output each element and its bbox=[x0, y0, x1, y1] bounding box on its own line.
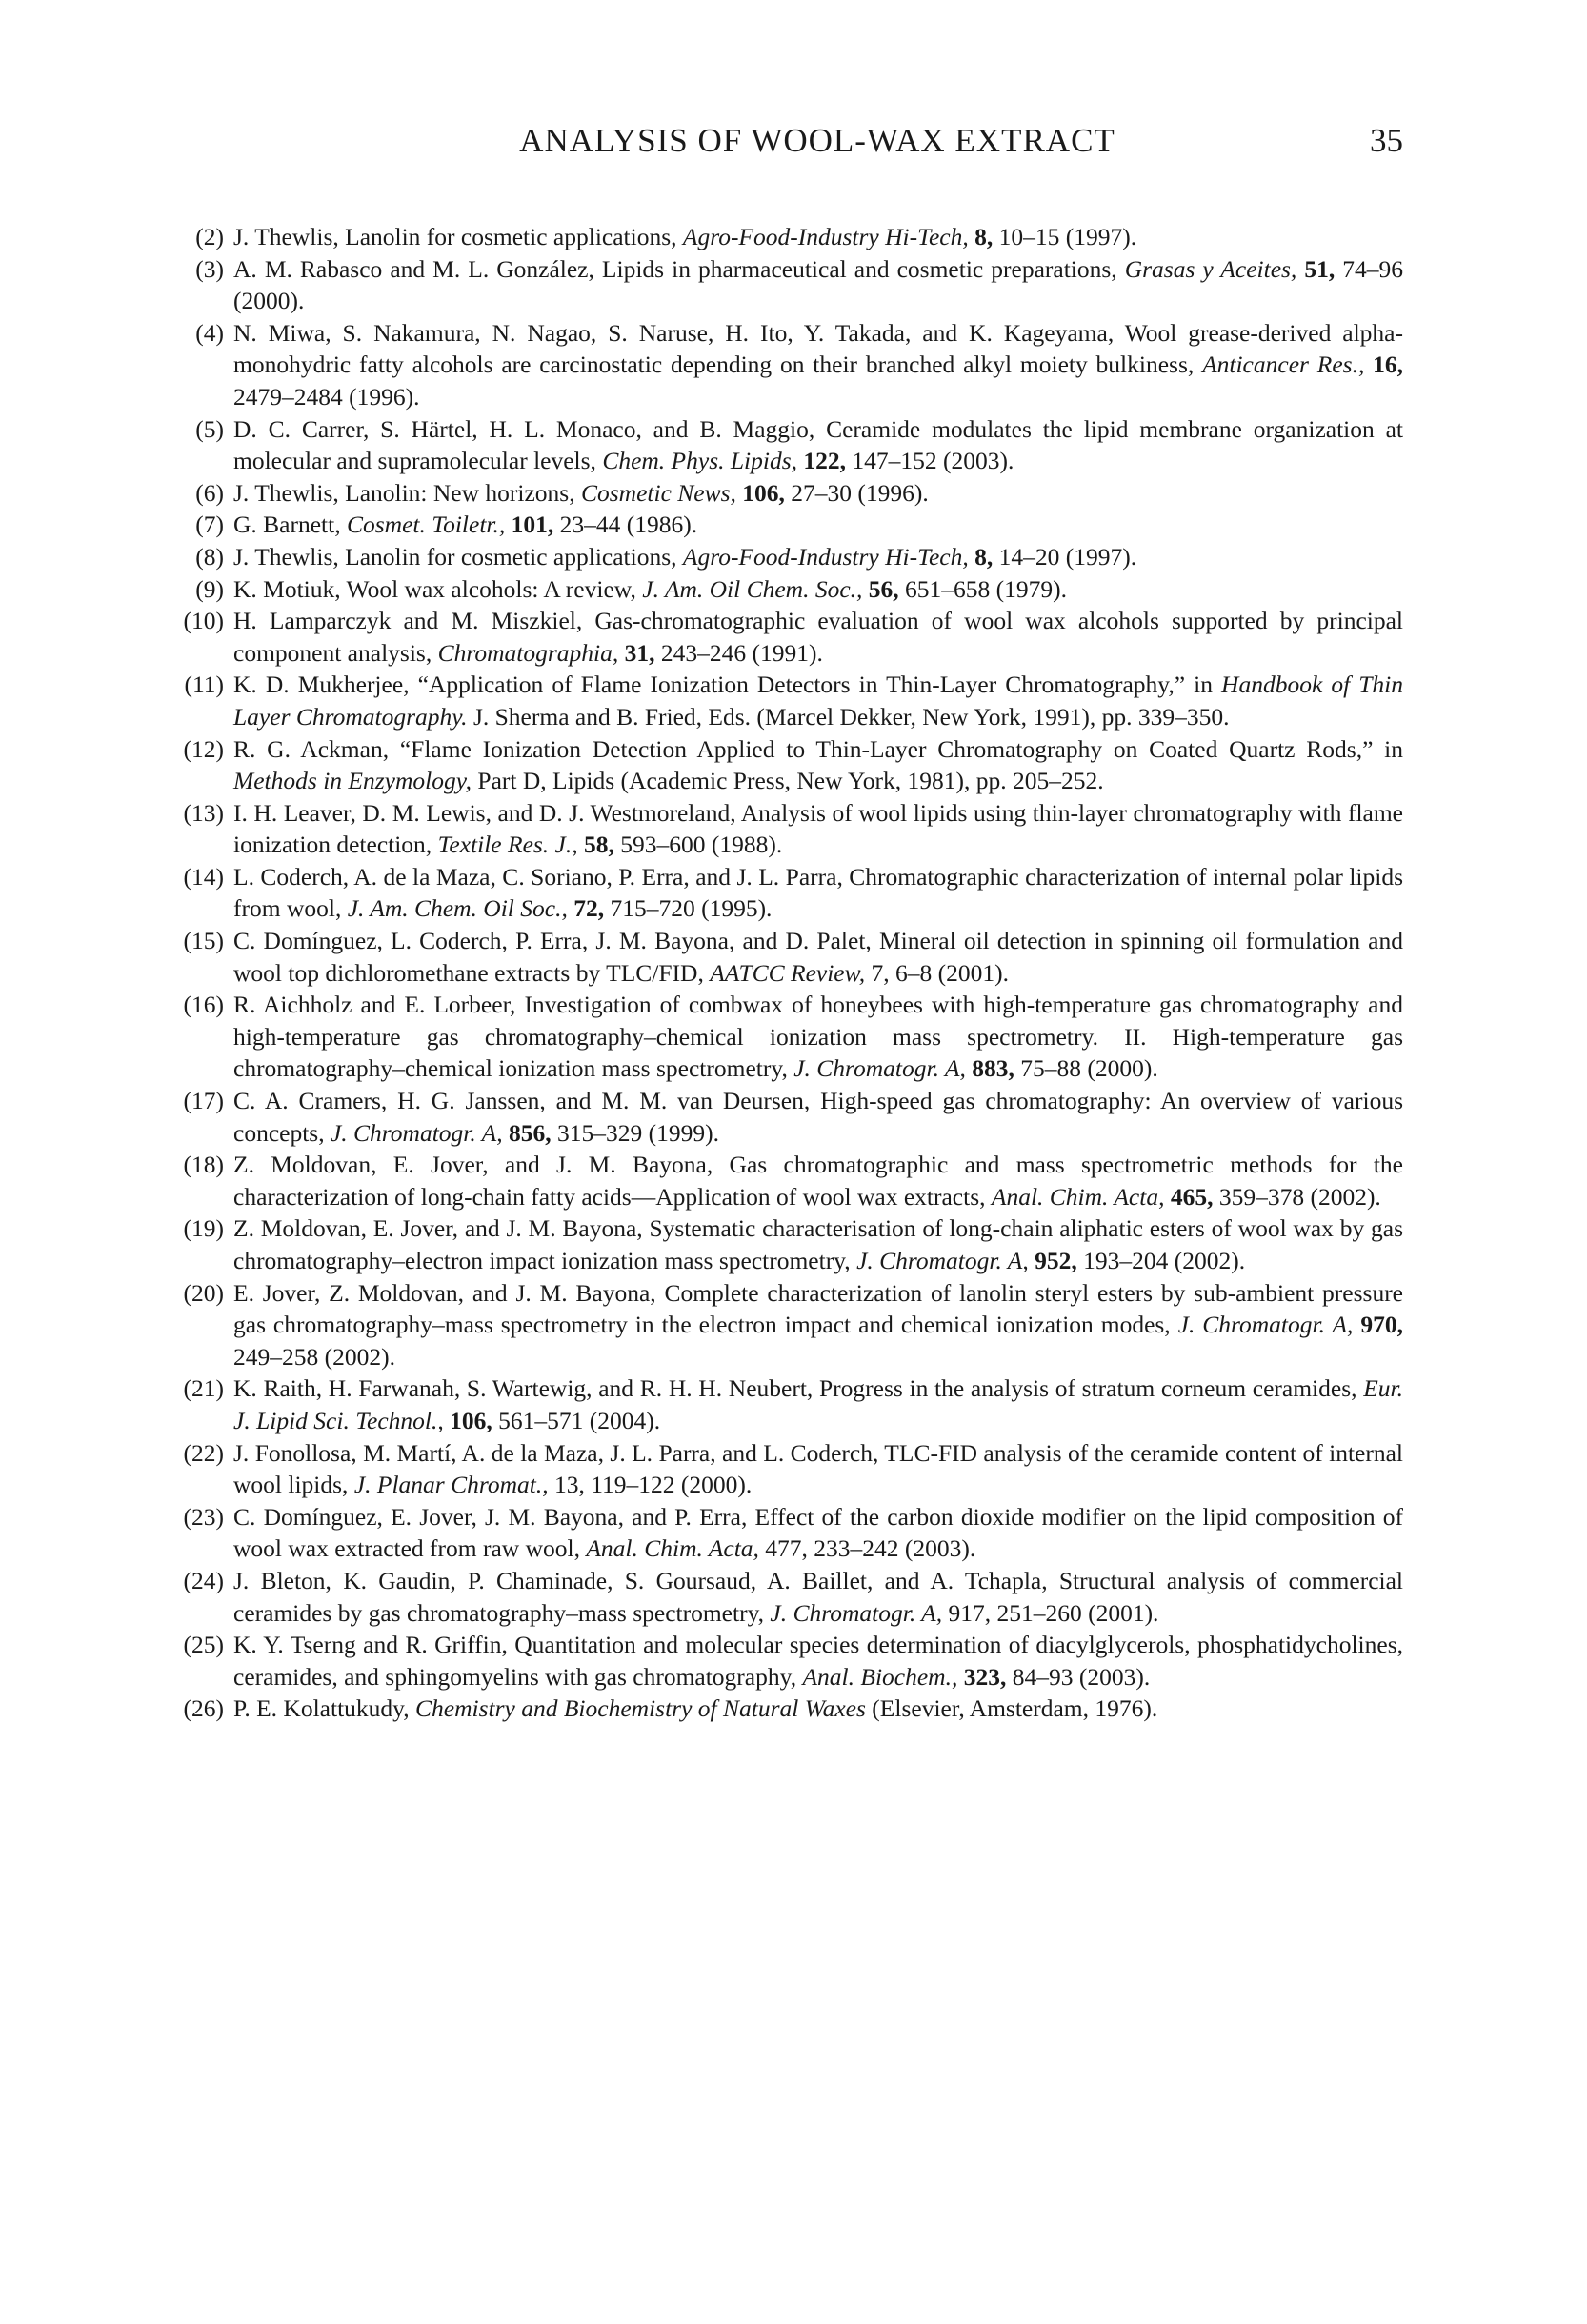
reference-segment bbox=[1364, 351, 1373, 378]
running-head bbox=[231, 122, 1403, 166]
reference-journal: J. Am. Chem. Oil Soc., bbox=[347, 894, 568, 923]
reference-number: (13) bbox=[183, 798, 224, 827]
reference-number: (12) bbox=[183, 734, 224, 763]
reference-journal: Anal. Chim. Acta, bbox=[586, 1534, 759, 1563]
reference-journal: Textile Res. J., bbox=[437, 831, 578, 859]
reference-segment: (Elsevier, Amsterdam, 1976). bbox=[865, 1694, 1158, 1723]
reference-segment: Part D, Lipids (Academic Press, New York, 1981), pp. 205–252. bbox=[472, 767, 1104, 795]
reference-volume: 122, bbox=[803, 447, 847, 475]
reference-item bbox=[171, 861, 1403, 925]
reference-text bbox=[233, 1503, 1403, 1563]
reference-segment: 651–658 (1979). bbox=[898, 574, 1068, 603]
reference-number: (24) bbox=[183, 1566, 224, 1594]
reference-item bbox=[171, 797, 1403, 861]
reference-segment: D. C. Carrer, S. Härtel, H. L. Monaco, and B. Maggio, Ceramide modulates the lipid membrane organization at molecular and supramolecular levels, bbox=[233, 414, 1403, 475]
reference-item bbox=[171, 989, 1403, 1085]
reference-journal: AATCC Review, bbox=[710, 958, 866, 987]
reference-number: (19) bbox=[183, 1214, 224, 1243]
reference-number: (15) bbox=[183, 927, 224, 955]
reference-text bbox=[233, 255, 1403, 315]
reference-item bbox=[171, 573, 1403, 606]
reference-volume: 16, bbox=[1373, 351, 1404, 379]
reference-item bbox=[171, 1501, 1403, 1565]
reference-journal: Cosmet. Toiletr., bbox=[346, 511, 506, 539]
reference-text bbox=[233, 799, 1403, 859]
reference-volume: 465, bbox=[1170, 1182, 1214, 1211]
reference-segment: C. Domínguez, E. Jover, J. M. Bayona, and P. Erra, Effect of the carbon dioxide modifier on the lipid composition of wool wax extracted from raw wool, bbox=[233, 1502, 1403, 1563]
reference-text bbox=[233, 735, 1403, 795]
reference-item bbox=[171, 669, 1403, 732]
reference-text bbox=[233, 1279, 1403, 1371]
reference-number: (11) bbox=[184, 671, 224, 699]
reference-volume: 51, bbox=[1304, 254, 1336, 283]
reference-item bbox=[171, 605, 1403, 669]
reference-text bbox=[233, 1631, 1403, 1691]
reference-text bbox=[233, 1439, 1403, 1499]
reference-number: (8) bbox=[195, 542, 224, 571]
reference-volume: 323, bbox=[963, 1662, 1007, 1691]
reference-journal: Handbook of Thin Layer Chromatography. bbox=[233, 671, 1403, 731]
reference-segment: I. H. Leaver, D. M. Lewis, and D. J. Westmoreland, Analysis of wool lipids using thin-layer chromatography with flame ionization detection, bbox=[233, 798, 1403, 859]
reference-segment: K. Motiuk, Wool wax alcohols: A review, bbox=[233, 574, 643, 603]
reference-volume: 106, bbox=[742, 478, 785, 507]
reference-journal: Anticancer Res., bbox=[1202, 351, 1365, 379]
reference-text bbox=[233, 607, 1403, 667]
reference-journal: J. Chromatogr. A, bbox=[856, 1247, 1029, 1274]
reference-number: (4) bbox=[195, 318, 224, 347]
reference-item bbox=[171, 1277, 1403, 1373]
reference-journal: Agro-Food-Industry Hi-Tech, bbox=[682, 542, 969, 571]
reference-volume: 883, bbox=[972, 1054, 1014, 1083]
reference-segment: 715–720 (1995). bbox=[604, 894, 773, 923]
reference-text bbox=[233, 479, 929, 507]
reference-journal: J. Chromatogr. A, bbox=[330, 1118, 503, 1147]
reference-text bbox=[233, 671, 1403, 731]
reference-segment: C. A. Cramers, H. G. Janssen, and M. M. van Deursen, High-speed gas chromatography: An overview of various concepts, bbox=[233, 1087, 1403, 1147]
reference-item bbox=[171, 733, 1403, 797]
reference-segment: 477, 233–242 (2003). bbox=[758, 1534, 976, 1563]
reference-number: (18) bbox=[183, 1151, 224, 1179]
reference-segment: 917, 251–260 (2001). bbox=[942, 1598, 1159, 1627]
reference-journal: Methods in Enzymology, bbox=[233, 767, 472, 795]
reference-segment: 10–15 (1997). bbox=[993, 223, 1137, 250]
reference-segment: J. Bleton, K. Gaudin, P. Chaminade, S. Goursaud, A. Baillet, and A. Tchapla, Structural analysis of commercial ceramides by gas chromatography–mass spectrometry, bbox=[233, 1566, 1403, 1627]
reference-segment: R. G. Ackman, “Flame Ionization Detection Applied to Thin-Layer Chromatography on Coated Quartz Rods,” in bbox=[233, 734, 1403, 763]
reference-text bbox=[233, 1151, 1403, 1211]
reference-number: (26) bbox=[183, 1694, 224, 1723]
reference-segment: P. E. Kolattukudy, bbox=[233, 1694, 416, 1723]
reference-segment: A. M. Rabasco and M. L. González, Lipids in pharmaceutical and cosmetic preparations, bbox=[233, 254, 1125, 283]
reference-volume: 56, bbox=[868, 574, 899, 603]
reference-item bbox=[171, 477, 1403, 510]
reference-number: (16) bbox=[183, 991, 224, 1019]
reference-segment: J. Sherma and B. Fried, Eds. (Marcel Dekker, New York, 1991), pp. 339–350. bbox=[467, 702, 1230, 731]
reference-segment: J. Fonollosa, M. Martí, A. de la Maza, J. L. Parra, and L. Coderch, TLC-FID analysis of the ceramide content of internal wool lipids, bbox=[233, 1438, 1403, 1499]
reference-journal: J. Am. Oil Chem. Soc., bbox=[642, 574, 863, 603]
reference-list bbox=[171, 221, 1403, 1725]
reference-segment: 7, 6–8 (2001). bbox=[865, 958, 1009, 987]
reference-item bbox=[171, 253, 1403, 317]
reference-item bbox=[171, 1693, 1403, 1725]
reference-segment: 27–30 (1996). bbox=[784, 478, 929, 507]
reference-item bbox=[171, 1437, 1403, 1501]
reference-segment: 13, 119–122 (2000). bbox=[548, 1471, 753, 1499]
reference-item bbox=[171, 1212, 1403, 1276]
reference-segment: 14–20 (1997). bbox=[993, 542, 1137, 571]
reference-segment: J. Thewlis, Lanolin: New horizons, bbox=[233, 478, 581, 507]
reference-text bbox=[233, 1214, 1403, 1274]
reference-journal: Anal. Biochem., bbox=[802, 1662, 958, 1691]
reference-segment: 74–96 (2000). bbox=[233, 254, 1403, 315]
reference-item bbox=[171, 1372, 1403, 1436]
reference-text bbox=[233, 223, 1136, 250]
reference-number: (10) bbox=[183, 607, 224, 635]
reference-number: (2) bbox=[195, 223, 224, 250]
reference-number: (3) bbox=[195, 254, 224, 283]
reference-segment: 593–600 (1988). bbox=[613, 831, 783, 859]
reference-segment: K. D. Mukherjee, “Application of Flame Ionization Detectors in Thin-Layer Chromatography,” in bbox=[233, 671, 1222, 699]
reference-number: (21) bbox=[183, 1374, 224, 1403]
reference-number: (17) bbox=[183, 1087, 224, 1115]
reference-segment: 243–246 (1991). bbox=[654, 638, 823, 667]
reference-number: (9) bbox=[195, 574, 224, 603]
reference-text bbox=[233, 1567, 1403, 1627]
reference-item bbox=[171, 413, 1403, 477]
reference-item bbox=[171, 1629, 1403, 1693]
reference-segment: 75–88 (2000). bbox=[1014, 1054, 1158, 1083]
reference-text bbox=[233, 575, 1067, 603]
reference-volume: 58, bbox=[584, 831, 614, 859]
reference-segment: Z. Moldovan, E. Jover, and J. M. Bayona, Gas chromatographic and mass spectrometric methods for the characterization of long-chain fatty acids—Application of wool wax extracts, bbox=[233, 1151, 1403, 1211]
reference-volume: 952, bbox=[1035, 1247, 1077, 1274]
reference-journal: J. Chromatogr. A, bbox=[794, 1054, 966, 1083]
reference-item bbox=[171, 1149, 1403, 1212]
reference-text bbox=[233, 415, 1403, 475]
reference-segment: H. Lamparczyk and M. Miszkiel, Gas-chromatographic evaluation of wool wax alcohols supported by principal component analysis, bbox=[233, 607, 1403, 667]
reference-text bbox=[233, 1087, 1403, 1147]
reference-segment: Z. Moldovan, E. Jover, and J. M. Bayona, Systematic characterisation of long-chain aliphatic esters of wool wax by gas chromatography–electron impact ionization mass spectrometry, bbox=[233, 1214, 1403, 1274]
reference-item bbox=[171, 221, 1403, 253]
reference-segment: C. Domínguez, L. Coderch, P. Erra, J. M. Bayona, and D. Palet, Mineral oil detection in spinning oil formulation and wool top dichloromethane extracts by TLC/FID, bbox=[233, 927, 1403, 987]
reference-text bbox=[233, 927, 1403, 987]
reference-segment: R. Aichholz and E. Lorbeer, Investigation of combwax of honeybees with high-temperature gas chromatography and high-temperature gas chromatography–chemical ionization mass spectrometry. II. High-temperature gas chromatography–chemical ionization mass spectrometry, bbox=[233, 991, 1403, 1083]
reference-segment: 2479–2484 (1996). bbox=[233, 382, 420, 411]
reference-segment: G. Barnett, bbox=[233, 511, 347, 539]
reference-number: (20) bbox=[183, 1278, 224, 1307]
reference-journal: Chemistry and Biochemistry of Natural Waxes bbox=[415, 1694, 866, 1723]
reference-segment: 249–258 (2002). bbox=[233, 1342, 395, 1371]
reference-number: (23) bbox=[183, 1502, 224, 1531]
reference-text bbox=[233, 1374, 1403, 1434]
reference-journal: J. Planar Chromat., bbox=[353, 1471, 549, 1499]
reference-volume: 970, bbox=[1360, 1311, 1404, 1339]
reference-text bbox=[233, 863, 1403, 923]
reference-item bbox=[171, 925, 1403, 989]
reference-journal: Anal. Chim. Acta, bbox=[991, 1182, 1165, 1211]
reference-journal: Chromatographia, bbox=[437, 638, 619, 667]
reference-volume: 856, bbox=[509, 1118, 552, 1147]
reference-item bbox=[171, 1565, 1403, 1629]
reference-text bbox=[233, 543, 1136, 571]
reference-segment: E. Jover, Z. Moldovan, and J. M. Bayona, Complete characterization of lanolin steryl esters by sub-ambient pressure gas chromatography–mass spectrometry in the electron impact and chemical ionization modes, bbox=[233, 1278, 1403, 1339]
reference-text bbox=[233, 511, 697, 538]
reference-segment: 193–204 (2002). bbox=[1076, 1247, 1246, 1274]
reference-volume: 8, bbox=[974, 223, 994, 250]
reference-text bbox=[233, 1694, 1157, 1722]
reference-journal: Grasas y Aceites, bbox=[1124, 254, 1297, 283]
reference-segment: 359–378 (2002). bbox=[1213, 1182, 1381, 1211]
reference-segment: N. Miwa, S. Nakamura, N. Nagao, S. Naruse, H. Ito, Y. Takada, and K. Kageyama, Wool grease-derived alpha-monohydric fatty alcohols are carcinostatic depending on their branched alkyl moiety bulkiness, bbox=[233, 318, 1403, 379]
reference-journal: J. Chromatogr. A, bbox=[770, 1598, 943, 1627]
running-title: ANALYSIS OF WOOL-WAX EXTRACT bbox=[519, 122, 1115, 159]
reference-volume: 72, bbox=[573, 894, 605, 923]
reference-segment: 84–93 (2003). bbox=[1006, 1662, 1151, 1691]
reference-number: (22) bbox=[183, 1438, 224, 1467]
reference-number: (5) bbox=[195, 414, 224, 443]
reference-item bbox=[171, 541, 1403, 573]
reference-volume: 101, bbox=[511, 511, 554, 539]
reference-journal: Eur. J. Lipid Sci. Technol., bbox=[233, 1374, 1403, 1434]
page-number: 35 bbox=[1370, 122, 1403, 159]
reference-segment: L. Coderch, A. de la Maza, C. Soriano, P. Erra, and J. L. Parra, Chromatographic characterization of internal polar lipids from wool, bbox=[233, 862, 1403, 923]
reference-segment: K. Raith, H. Farwanah, S. Wartewig, and R. H. H. Neubert, Progress in the analysis of stratum corneum ceramides, bbox=[233, 1374, 1364, 1403]
reference-volume: 8, bbox=[974, 542, 994, 571]
reference-number: (7) bbox=[195, 511, 224, 539]
reference-segment: K. Y. Tserng and R. Griffin, Quantitation and molecular species determination of diacylglycerols, phosphatidycholines, ceramides, and sphingomyelins with gas chromatography, bbox=[233, 1631, 1403, 1691]
reference-number: (14) bbox=[183, 862, 224, 891]
reference-text bbox=[233, 319, 1403, 411]
reference-journal: J. Chromatogr. A, bbox=[1177, 1311, 1354, 1339]
reference-item bbox=[171, 1085, 1403, 1149]
reference-volume: 31, bbox=[624, 638, 655, 667]
reference-segment: 23–44 (1986). bbox=[553, 511, 698, 539]
reference-segment: 315–329 (1999). bbox=[551, 1118, 719, 1147]
reference-segment: J. Thewlis, Lanolin for cosmetic applications, bbox=[233, 542, 683, 571]
reference-item bbox=[171, 509, 1403, 541]
reference-journal: Agro-Food-Industry Hi-Tech, bbox=[682, 223, 969, 250]
reference-journal: Cosmetic News, bbox=[580, 478, 736, 507]
reference-number: (6) bbox=[195, 478, 224, 507]
reference-text bbox=[233, 991, 1403, 1082]
reference-segment: 561–571 (2004). bbox=[492, 1406, 661, 1434]
reference-number: (25) bbox=[183, 1631, 224, 1659]
reference-volume: 106, bbox=[450, 1406, 492, 1434]
reference-item bbox=[171, 317, 1403, 413]
reference-journal: Chem. Phys. Lipids, bbox=[602, 447, 798, 475]
reference-segment: 147–152 (2003). bbox=[846, 447, 1014, 475]
reference-segment: J. Thewlis, Lanolin for cosmetic applications, bbox=[233, 223, 683, 250]
